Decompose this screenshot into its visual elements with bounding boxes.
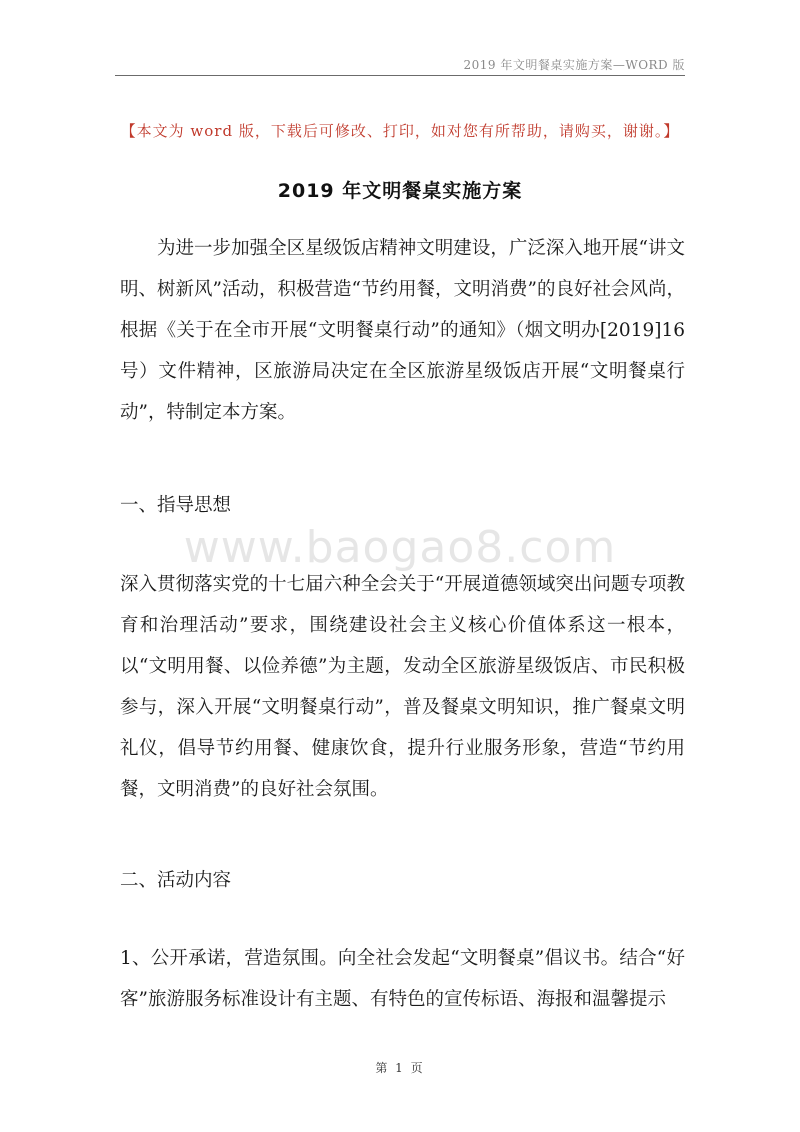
- page-number: 第 1 页: [375, 1061, 425, 1075]
- activity-content-paragraph: 1、公开承诺，营造氛围。向全社会发起“文明餐桌”倡议书。结合“好客”旅游服务标准设计有主题、有特色的宣传标语、海报和温馨提示: [120, 948, 685, 1010]
- running-header: 2019 年文明餐桌实施方案—WORD 版: [463, 58, 685, 72]
- section-heading-guiding-ideology: 一、指导思想: [120, 495, 232, 516]
- intro-paragraph: 为进一步加强全区星级饭店精神文明建设，广泛深入地开展“讲文明、树新风”活动，积极营造“节约用餐，文明消费”的良好社会风尚，根据《关于在全市开展“文明餐桌行动”的通知》（烟文明办[2019]16 号）文件精神，区旅游局决定在全区旅游星级饭店开展“文明餐桌行动”，特制定本方案。: [120, 238, 685, 423]
- guiding-ideology-paragraph: 深入贯彻落实党的十七届六种全会关于“开展道德领域突出问题专项教育和治理活动”要求，围绕建设社会主义核心价值体系这一根本，以“文明用餐、以俭养德”为主题，发动全区旅游星级饭店、市民积极参与，深入开展“文明餐桌行动”，普及餐桌文明知识，推广餐桌文明礼仪，倡导节约用餐、健康饮食，提升行业服务形象，营造“节约用餐，文明消费”的良好社会氛围。: [120, 574, 685, 800]
- section-heading-activity-content: 二、活动内容: [120, 870, 232, 891]
- watermark: www.baogao8.com: [183, 522, 617, 573]
- header-divider: [115, 75, 685, 76]
- document-title: 2019 年文明餐桌实施方案: [277, 180, 523, 202]
- purchase-notice: 【本文为 word 版，下载后可修改、打印，如对您有所帮助，请购买，谢谢。】: [120, 122, 680, 140]
